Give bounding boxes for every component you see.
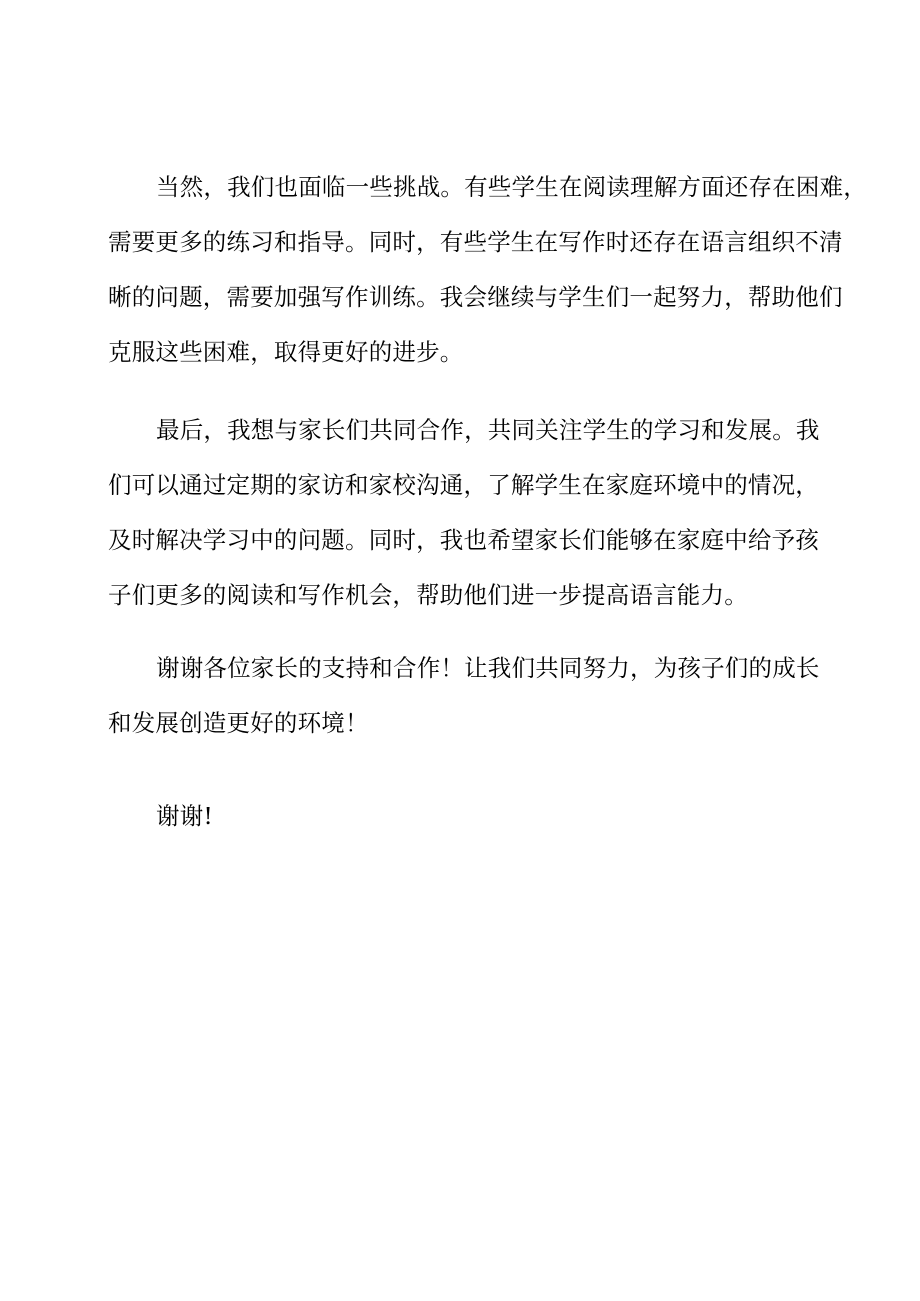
paragraph-line: 谢谢各位家长的支持和合作！让我们共同努力，为孩子们的成长	[156, 654, 820, 682]
paragraph-line: 们可以通过定期的家访和家校沟通，了解学生在家庭环境中的情况，	[108, 471, 819, 499]
paragraph-line: 和发展创造更好的环境！	[108, 709, 369, 737]
paragraph-thanks-parents	[108, 641, 818, 751]
paragraph-line: 最后，我想与家长们共同合作，共同关注学生的学习和发展。我	[156, 416, 820, 444]
paragraph-line: 当然，我们也面临一些挑战。有些学生在阅读理解方面还存在困难，	[156, 173, 867, 201]
paragraph-closing	[108, 789, 818, 844]
paragraph-challenges	[108, 160, 867, 380]
paragraph-line: 克服这些困难，取得更好的进步。	[108, 338, 464, 366]
paragraph-line: 子们更多的阅读和写作机会，帮助他们进一步提高语言能力。	[108, 581, 748, 609]
paragraph-cooperation	[108, 403, 818, 623]
paragraph-line: 及时解决学习中的问题。同时，我也希望家长们能够在家庭中给予孩	[108, 526, 819, 554]
paragraph-line: 需要更多的练习和指导。同时，有些学生在写作时还存在语言组织不清	[108, 228, 843, 256]
paragraph-line: 晰的问题，需要加强写作训练。我会继续与学生们一起努力，帮助他们	[108, 283, 843, 311]
closing-line: 谢谢!	[156, 802, 214, 830]
